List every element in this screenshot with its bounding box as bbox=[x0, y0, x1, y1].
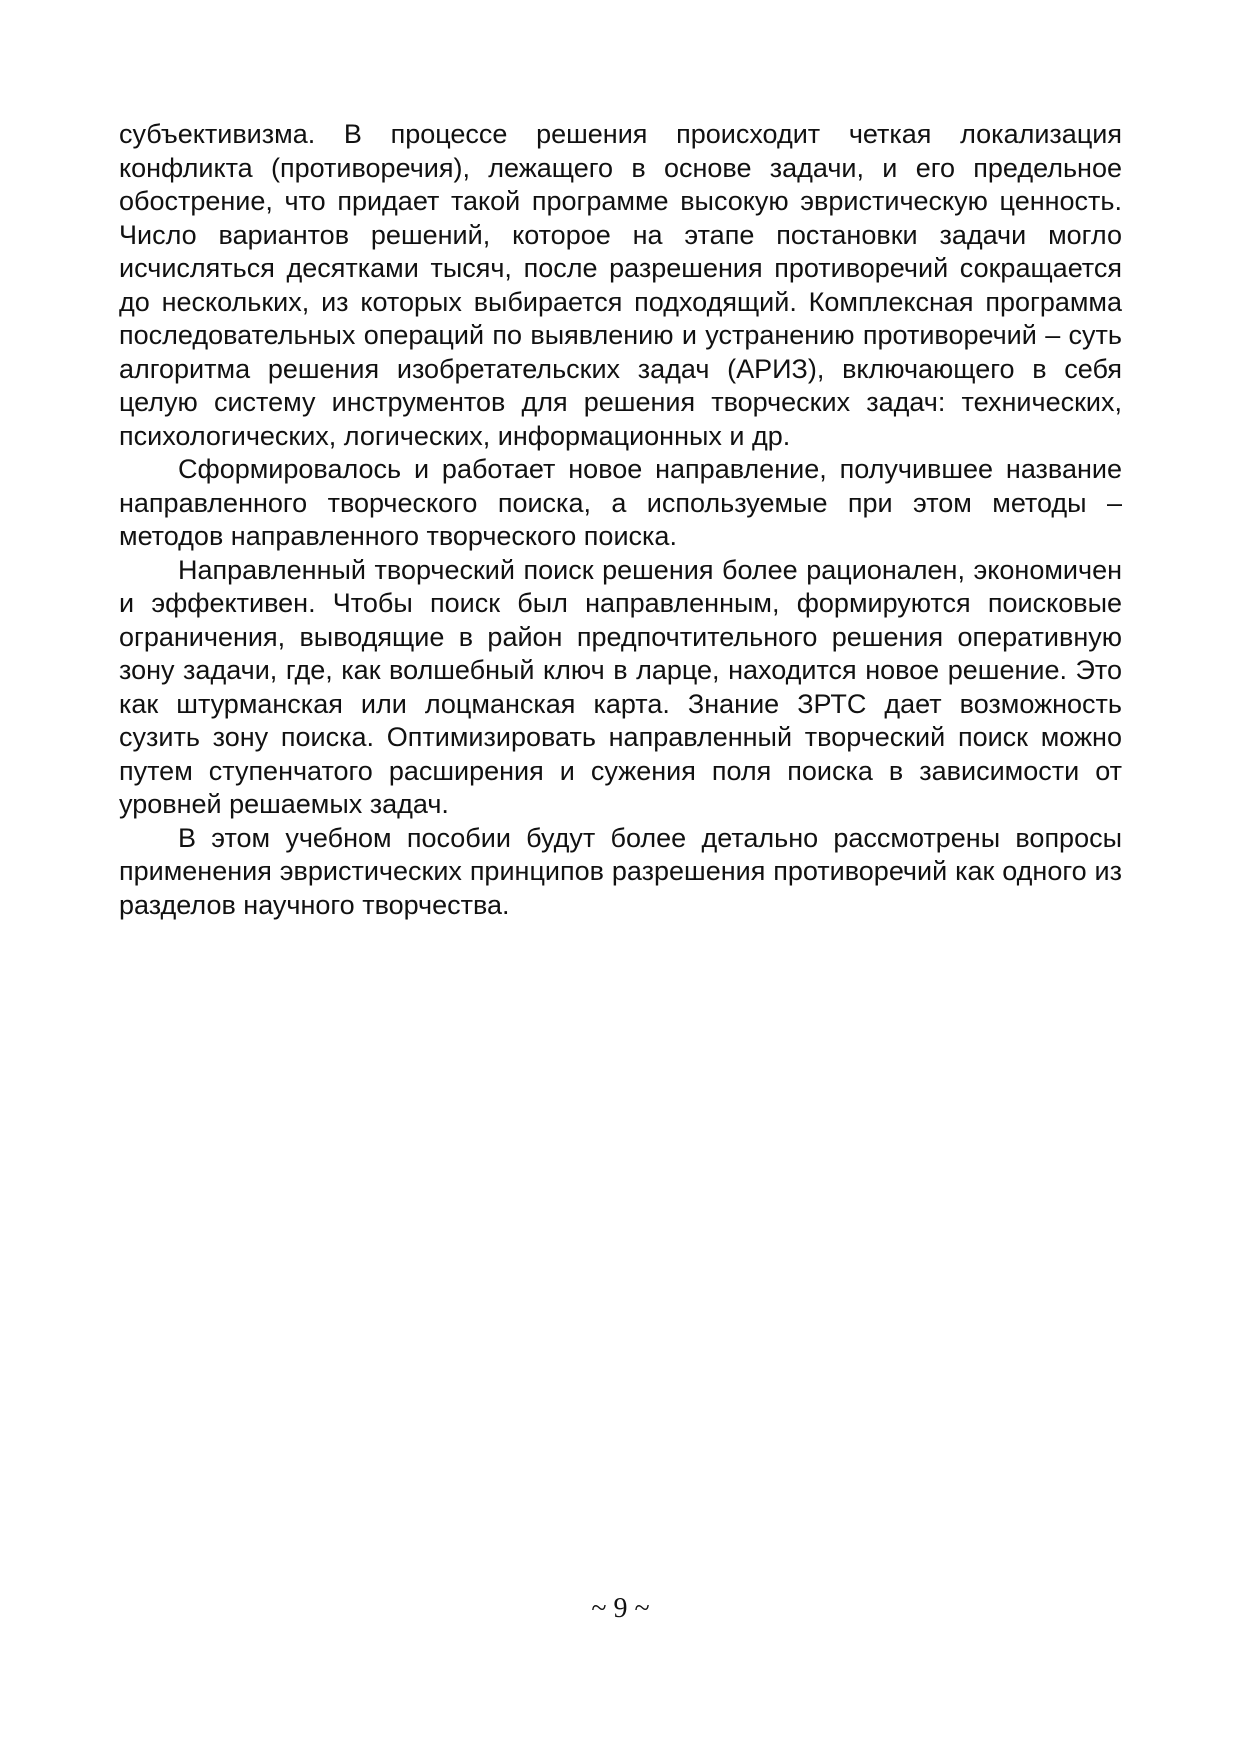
paragraph: Сформировалось и работает новое направление, получившее название направленного творческого поиска, а используемые при этом методы – методов направленного творческого поиска. bbox=[119, 454, 1122, 551]
paragraph: В этом учебном пособии будут более детально рассмотрены вопросы применения эвристических принципов разрешения противоречий как одного из разделов научного творчества. bbox=[119, 822, 1122, 920]
paragraph-continuation: субъективизма. В процессе решения происходит четкая локализация конфликта (противоречия), лежащего в основе задачи, и его предельное обострение, что придает такой программе высокую эвристическую ценность. Число вариантов решений, которое на этапе постановки задачи могло исчисляться десятками тысяч, после разрешения противоречий сокращается до нескольких, из которых выбирается подходящий. Комплексная программа последовательных операций по выявлению и устранению противоречий – суть алгоритма решения изобретательских задач (АРИЗ), включающего в себя целую систему инструментов для решения творческих задач: технических, психологических, логических, информационных и др. bbox=[119, 119, 1122, 451]
body-text bbox=[119, 118, 1122, 922]
page-number: ~ 9 ~ bbox=[591, 1593, 650, 1624]
paragraph: Направленный творческий поиск решения более рационален, экономичен и эффективен. Чтобы поиск был направленным, формируются поисковые ограничения, выводящие в район предпочтительного решения оперативную зону задачи, где, как волшебный ключ в ларце, находится новое решение. Это как штурманская или лоцманская карта. Знание ЗРТС дает возможность сузить зону поиска. Оптимизировать направленный творческий поиск можно путем ступенчатого расширения и сужения поля поиска в зависимости от уровней решаемых задач. bbox=[119, 554, 1122, 819]
